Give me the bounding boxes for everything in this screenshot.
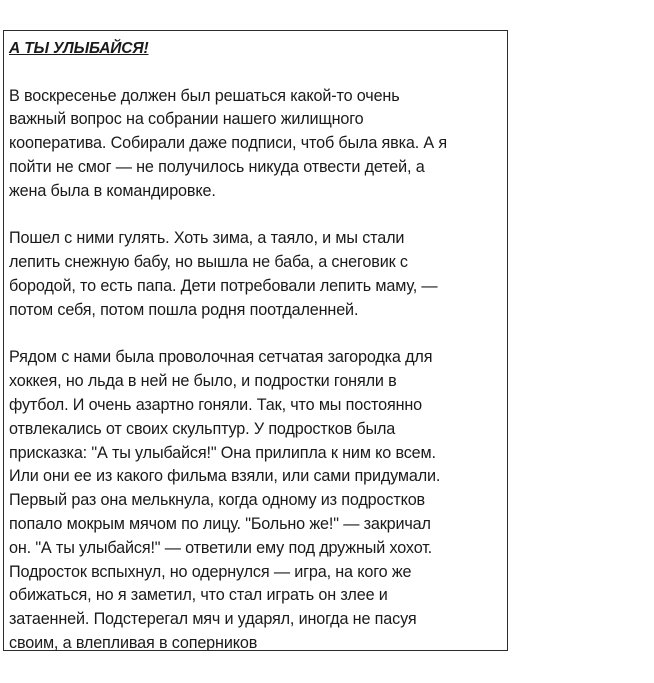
paragraph-3: [9, 346, 499, 651]
text-line: В воскресенье должен был решаться какой-то очень: [9, 86, 400, 105]
text-line: затаенней. Подстерегал мяч и ударял, иногда не пасуя: [9, 610, 417, 629]
text-line: отвлекались от своих скульптур. У подростков была: [9, 419, 396, 438]
text-line: Первый раз она мелькнула, когда одному из подростков: [9, 491, 425, 510]
text-line: попало мокрым мячом по лицу. "Больно же!" — закричал: [9, 514, 431, 533]
text-line: футбол. И очень азартно гоняли. Так, что мы постоянно: [9, 395, 423, 414]
paragraph-1: [9, 85, 499, 204]
text-line: важный вопрос на собрании нашего жилищного: [9, 110, 364, 129]
text-line: хоккея, но льда в ней не было, и подростки гоняли в: [9, 372, 397, 391]
text-line: он. "А ты улыбайся!" — ответили ему под дружный хохот.: [9, 538, 433, 557]
text-line: кооператива. Собирали даже подписи, чтоб была явка. А я: [9, 134, 448, 153]
story-text-box: [3, 30, 508, 651]
text-line: потом себя, потом пошла родня поотдаленней.: [9, 300, 359, 319]
text-line: Или они ее из какого фильма взяли, или сами придумали.: [9, 467, 441, 486]
text-line: обижаться, но я заметил, что стал играть он злее и: [9, 586, 388, 605]
text-line: жена была в командировке.: [9, 181, 216, 200]
text-line: Рядом с нами была проволочная сетчатая загородка для: [9, 348, 433, 367]
text-line: своим, а влепливая в соперников: [9, 633, 258, 651]
text-line: пойти не смог — не получилось никуда отвести детей, а: [9, 157, 425, 176]
paragraph-2: [9, 227, 499, 322]
text-line: бородой, то есть папа. Дети потребовали лепить маму, —: [9, 276, 438, 295]
text-line: присказка: "А ты улыбайся!" Она прилипла к ним ко всем.: [9, 443, 436, 462]
story-title: А ТЫ УЛЫБАЙСЯ!: [9, 40, 149, 57]
text-line: лепить снежную бабу, но вышла не баба, а снеговик с: [9, 253, 408, 272]
text-line: Пошел с ними гулять. Хоть зима, а таяло, и мы стали: [9, 229, 405, 248]
story-content: [4, 31, 507, 651]
text-line: Подросток вспыхнул, но одернулся — игра, на кого же: [9, 562, 412, 581]
